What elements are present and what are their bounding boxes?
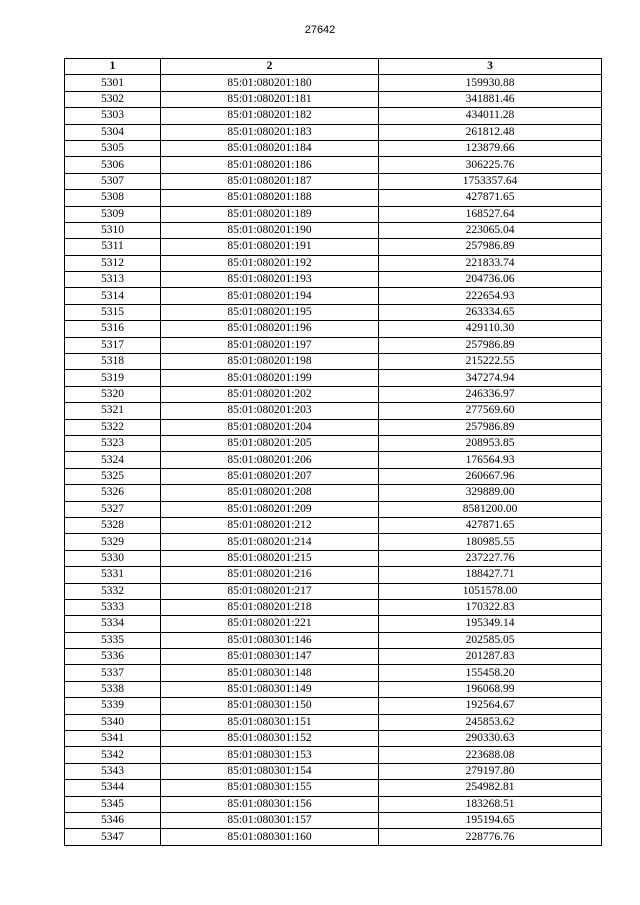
table-row [65,108,602,124]
cadastral-value-cell: 228776.76 [379,829,602,845]
table-row [65,517,602,533]
row-number-cell: 5325 [65,468,161,484]
row-number-cell: 5323 [65,435,161,451]
cadastral-value-cell: 180985.55 [379,534,602,550]
cadastral-number-cell: 85:01:080201:180 [161,75,379,91]
cadastral-number-cell: 85:01:080201:196 [161,321,379,337]
cadastral-number-cell: 85:01:080201:216 [161,567,379,583]
cadastral-number-cell: 85:01:080301:160 [161,829,379,845]
cadastral-value-cell: 257986.89 [379,337,602,353]
row-number-cell: 5333 [65,599,161,615]
table-row [65,288,602,304]
row-number-cell: 5303 [65,108,161,124]
cadastral-number-cell: 85:01:080301:147 [161,649,379,665]
row-number-cell: 5314 [65,288,161,304]
row-number-cell: 5335 [65,632,161,648]
cadastral-number-cell: 85:01:080201:181 [161,91,379,107]
table-row [65,780,602,796]
cadastral-value-cell: 222654.93 [379,288,602,304]
cadastral-number-cell: 85:01:080201:206 [161,452,379,468]
table-row [65,763,602,779]
row-number-cell: 5324 [65,452,161,468]
row-number-cell: 5336 [65,649,161,665]
row-number-cell: 5307 [65,173,161,189]
cadastral-number-cell: 85:01:080201:183 [161,124,379,140]
table-row [65,599,602,615]
row-number-cell: 5301 [65,75,161,91]
table-row [65,665,602,681]
cadastral-value-cell: 245853.62 [379,714,602,730]
table-row [65,550,602,566]
table-row [65,534,602,550]
cadastral-value-table [64,58,602,846]
table-row [65,796,602,812]
cadastral-value-cell: 429110.30 [379,321,602,337]
cadastral-value-cell: 204736.06 [379,272,602,288]
cadastral-value-cell: 427871.65 [379,517,602,533]
cadastral-value-cell: 434011.28 [379,108,602,124]
cadastral-number-cell: 85:01:080201:184 [161,140,379,156]
table-row [65,190,602,206]
row-number-cell: 5321 [65,403,161,419]
cadastral-number-cell: 85:01:080201:202 [161,386,379,402]
cadastral-number-cell: 85:01:080201:208 [161,485,379,501]
row-number-cell: 5308 [65,190,161,206]
cadastral-value-cell: 170322.83 [379,599,602,615]
cadastral-value-cell: 215222.55 [379,354,602,370]
cadastral-value-cell: 427871.65 [379,190,602,206]
table-row [65,419,602,435]
cadastral-number-cell: 85:01:080201:186 [161,157,379,173]
cadastral-number-cell: 85:01:080201:191 [161,239,379,255]
cadastral-number-cell: 85:01:080201:212 [161,517,379,533]
row-number-cell: 5332 [65,583,161,599]
page-number: 27642 [304,24,336,36]
row-number-cell: 5339 [65,698,161,714]
cadastral-number-cell: 85:01:080301:152 [161,731,379,747]
cadastral-value-cell: 195194.65 [379,812,602,828]
table-row [65,222,602,238]
cadastral-number-cell: 85:01:080201:199 [161,370,379,386]
table-row [65,272,602,288]
row-number-cell: 5313 [65,272,161,288]
cadastral-value-cell: 329889.00 [379,485,602,501]
table-row [65,124,602,140]
table-row [65,321,602,337]
table-row [65,812,602,828]
row-number-cell: 5344 [65,780,161,796]
cadastral-number-cell: 85:01:080301:155 [161,780,379,796]
row-number-cell: 5322 [65,419,161,435]
cadastral-number-cell: 85:01:080301:149 [161,681,379,697]
cadastral-value-cell: 196068.99 [379,681,602,697]
table-row [65,681,602,697]
row-number-cell: 5331 [65,567,161,583]
cadastral-value-cell: 176564.93 [379,452,602,468]
table-row [65,75,602,91]
table-row [65,255,602,271]
cadastral-number-cell: 85:01:080301:150 [161,698,379,714]
cadastral-value-cell: 195349.14 [379,616,602,632]
cadastral-value-cell: 341881.46 [379,91,602,107]
row-number-cell: 5326 [65,485,161,501]
cadastral-number-cell: 85:01:080201:187 [161,173,379,189]
cadastral-number-cell: 85:01:080201:193 [161,272,379,288]
cadastral-number-cell: 85:01:080301:157 [161,812,379,828]
cadastral-number-cell: 85:01:080201:217 [161,583,379,599]
cadastral-value-cell: 221833.74 [379,255,602,271]
table-row [65,157,602,173]
table-row [65,173,602,189]
cadastral-value-cell: 159930.88 [379,75,602,91]
cadastral-number-cell: 85:01:080201:203 [161,403,379,419]
table-row [65,501,602,517]
cadastral-number-cell: 85:01:080301:148 [161,665,379,681]
cadastral-number-cell: 85:01:080201:197 [161,337,379,353]
table-row [65,304,602,320]
row-number-cell: 5338 [65,681,161,697]
cadastral-number-cell: 85:01:080201:209 [161,501,379,517]
cadastral-value-cell: 183268.51 [379,796,602,812]
row-number-cell: 5318 [65,354,161,370]
cadastral-value-cell: 246336.97 [379,386,602,402]
table-row [65,567,602,583]
row-number-cell: 5310 [65,222,161,238]
table-row [65,747,602,763]
table-body [65,75,602,845]
table-row [65,829,602,845]
row-number-cell: 5343 [65,763,161,779]
table-row [65,370,602,386]
table-row [65,485,602,501]
table-row [65,714,602,730]
cadastral-value-cell: 290330.63 [379,731,602,747]
row-number-cell: 5305 [65,140,161,156]
cadastral-value-cell: 237227.76 [379,550,602,566]
cadastral-number-cell: 85:01:080201:190 [161,222,379,238]
cadastral-number-cell: 85:01:080201:218 [161,599,379,615]
row-number-cell: 5304 [65,124,161,140]
cadastral-number-cell: 85:01:080201:207 [161,468,379,484]
table-row [65,239,602,255]
cadastral-value-cell: 208953.85 [379,435,602,451]
cadastral-number-cell: 85:01:080301:156 [161,796,379,812]
row-number-cell: 5316 [65,321,161,337]
cadastral-value-cell: 188427.71 [379,567,602,583]
table-row [65,140,602,156]
cadastral-value-cell: 254982.81 [379,780,602,796]
row-number-cell: 5341 [65,731,161,747]
cadastral-number-cell: 85:01:080201:195 [161,304,379,320]
cadastral-number-cell: 85:01:080201:188 [161,190,379,206]
row-number-cell: 5315 [65,304,161,320]
row-number-cell: 5342 [65,747,161,763]
table-row [65,468,602,484]
cadastral-value-cell: 223688.08 [379,747,602,763]
table-row [65,649,602,665]
column-header-1: 1 [65,59,161,75]
cadastral-value-cell: 123879.66 [379,140,602,156]
cadastral-number-cell: 85:01:080201:192 [161,255,379,271]
table-row [65,91,602,107]
table-row [65,452,602,468]
cadastral-value-cell: 1051578.00 [379,583,602,599]
cadastral-value-cell: 306225.76 [379,157,602,173]
cadastral-value-cell: 261812.48 [379,124,602,140]
table-header-row [65,59,602,75]
table-row [65,632,602,648]
row-number-cell: 5340 [65,714,161,730]
cadastral-value-cell: 279197.80 [379,763,602,779]
row-number-cell: 5330 [65,550,161,566]
cadastral-value-cell: 192564.67 [379,698,602,714]
table-row [65,354,602,370]
row-number-cell: 5311 [65,239,161,255]
row-number-cell: 5312 [65,255,161,271]
cadastral-number-cell: 85:01:080201:215 [161,550,379,566]
table-row [65,206,602,222]
cadastral-value-cell: 223065.04 [379,222,602,238]
table-row [65,731,602,747]
table-row [65,403,602,419]
row-number-cell: 5345 [65,796,161,812]
cadastral-value-cell: 277569.60 [379,403,602,419]
row-number-cell: 5334 [65,616,161,632]
cadastral-value-cell: 168527.64 [379,206,602,222]
cadastral-number-cell: 85:01:080201:198 [161,354,379,370]
cadastral-value-cell: 257986.89 [379,419,602,435]
row-number-cell: 5306 [65,157,161,173]
row-number-cell: 5317 [65,337,161,353]
cadastral-number-cell: 85:01:080201:189 [161,206,379,222]
table-row [65,435,602,451]
row-number-cell: 5346 [65,812,161,828]
cadastral-number-cell: 85:01:080301:151 [161,714,379,730]
cadastral-value-cell: 257986.89 [379,239,602,255]
table-row [65,583,602,599]
cadastral-number-cell: 85:01:080201:204 [161,419,379,435]
cadastral-value-cell: 155458.20 [379,665,602,681]
cadastral-value-cell: 202585.05 [379,632,602,648]
cadastral-value-cell: 260667.96 [379,468,602,484]
column-header-3: 3 [379,59,602,75]
cadastral-number-cell: 85:01:080301:154 [161,763,379,779]
cadastral-number-cell: 85:01:080201:214 [161,534,379,550]
row-number-cell: 5319 [65,370,161,386]
row-number-cell: 5309 [65,206,161,222]
row-number-cell: 5337 [65,665,161,681]
row-number-cell: 5328 [65,517,161,533]
cadastral-value-cell: 201287.83 [379,649,602,665]
row-number-cell: 5327 [65,501,161,517]
cadastral-number-cell: 85:01:080201:221 [161,616,379,632]
cadastral-value-cell: 8581200.00 [379,501,602,517]
table-row [65,616,602,632]
row-number-cell: 5347 [65,829,161,845]
cadastral-number-cell: 85:01:080201:205 [161,435,379,451]
row-number-cell: 5302 [65,91,161,107]
column-header-2: 2 [161,59,379,75]
row-number-cell: 5320 [65,386,161,402]
cadastral-value-cell: 263334.65 [379,304,602,320]
cadastral-number-cell: 85:01:080301:146 [161,632,379,648]
table-row [65,698,602,714]
table-row [65,386,602,402]
cadastral-value-cell: 347274.94 [379,370,602,386]
cadastral-value-cell: 1753357.64 [379,173,602,189]
cadastral-number-cell: 85:01:080201:182 [161,108,379,124]
table-row [65,337,602,353]
cadastral-number-cell: 85:01:080301:153 [161,747,379,763]
cadastral-number-cell: 85:01:080201:194 [161,288,379,304]
row-number-cell: 5329 [65,534,161,550]
